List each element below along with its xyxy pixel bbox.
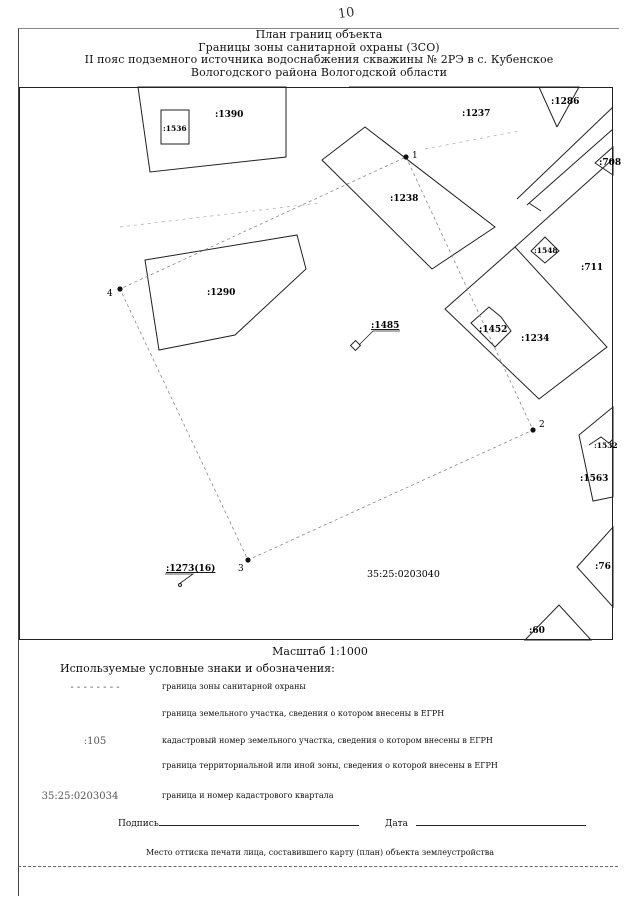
plan-header — [19, 29, 619, 79]
parcel-label-76: :76 — [595, 562, 611, 572]
parcel-label-60: :60 — [529, 626, 545, 636]
point-label-3: 3 — [238, 564, 244, 574]
point-3-marker — [245, 557, 250, 562]
signature-line — [159, 817, 359, 826]
parcel-label-1532: :1532 — [594, 441, 618, 450]
map-labels — [107, 97, 621, 636]
point-label-4: 4 — [107, 289, 113, 299]
legend-title: Используемые условные знаки и обозначения: — [60, 662, 335, 675]
leader-1485 — [359, 331, 400, 345]
header-line-3: II пояс подземного источника водоснабжения скважины № 2РЭ в с. Кубенское — [84, 53, 554, 66]
parcel-label-1234: :1234 — [521, 334, 550, 344]
parcel-1390-boundary — [138, 87, 286, 172]
point-1-marker — [403, 154, 408, 159]
road-strip-edge — [529, 203, 541, 211]
map-border — [20, 88, 613, 640]
legend-text-zone: граница зоны санитарной охраны — [162, 682, 306, 691]
parcel-label-708: :708 — [599, 158, 622, 168]
point-2-marker — [530, 427, 535, 432]
bottom-rule — [18, 866, 618, 867]
parcel-label-711: :711 — [581, 263, 604, 273]
legend-row-quarter — [40, 791, 620, 805]
parcel-label-1390: :1390 — [215, 110, 244, 120]
parcel-label-1238: :1238 — [390, 194, 419, 204]
parcel-1563-boundary — [579, 407, 613, 501]
legend-text-quarter: граница и номер кадастрового квартала — [162, 791, 334, 800]
signature-label: Подпись — [118, 819, 159, 829]
parcel-1237-boundary — [349, 87, 557, 127]
date-row — [385, 817, 586, 829]
zone-points — [117, 154, 535, 562]
quarter-number: 35:25:0203040 — [367, 569, 440, 580]
header-line-4: Вологодского района Вологодской области — [190, 65, 448, 79]
legend-text-territorial: граница территориальной или иной зоны, сведения о которой внесены в ЕГРН — [162, 761, 498, 770]
point-label-1: 1 — [412, 151, 418, 161]
parcel-1286-boundary — [539, 87, 579, 127]
stamp-caption: Место оттиска печати лица, составившего карту (план) объекта землеустройства — [145, 848, 495, 857]
header-line-1: План границ объекта — [255, 28, 383, 41]
date-label: Дата — [385, 819, 409, 829]
zone-extra-dash-1 — [120, 203, 319, 227]
leader-1273 — [165, 574, 193, 584]
parcel-label-1536: :1536 — [163, 124, 187, 133]
parcel-label-1286: :1286 — [551, 97, 580, 107]
legend-symbol-quarter: 35:25:0203034 — [41, 791, 119, 802]
signature-row — [118, 817, 359, 829]
parcel-label-1290: :1290 — [207, 288, 236, 298]
legend-row-cadastral — [40, 736, 620, 750]
parcel-label-127316: :1273(16) — [166, 564, 216, 574]
legend-symbol-zone: - - - - - - - - — [70, 682, 120, 693]
parcel-label-1563: :1563 — [580, 474, 609, 484]
sanitary-zone-boundary — [120, 157, 533, 560]
zone-extra-dash-2 — [425, 131, 519, 149]
parcel-label-1485: :1485 — [371, 321, 400, 331]
road-strip-outer — [517, 107, 613, 199]
legend-row-territorial — [40, 761, 620, 775]
point-4-marker — [117, 286, 122, 291]
parcel-label-1452: :1452 — [479, 325, 508, 335]
legend-row-zone — [40, 682, 620, 696]
legend-text-parcel: граница земельного участка, сведения о котором внесены в ЕГРН — [162, 709, 445, 718]
header-line-2: Границы зоны санитарной охраны (ЗСО) — [198, 40, 440, 54]
page-number: 10 — [337, 4, 356, 23]
parcel-boundaries — [138, 87, 613, 640]
legend-row-parcel — [40, 709, 620, 723]
cadastral-map — [19, 87, 622, 640]
marker-1273 — [179, 584, 182, 587]
point-label-2: 2 — [539, 420, 545, 430]
legend-text-cadastral: кадастровый номер земельного участка, сведения о котором внесены в ЕГРН — [162, 736, 493, 745]
legend-symbol-cadastral: :105 — [83, 736, 107, 747]
parcel-label-1548: :1548 — [534, 246, 558, 255]
parcel-label-1237: :1237 — [462, 109, 491, 119]
date-line — [416, 817, 586, 826]
map-scale: Масштаб 1:1000 — [272, 645, 368, 658]
parcel-1485-boundary — [351, 341, 361, 351]
